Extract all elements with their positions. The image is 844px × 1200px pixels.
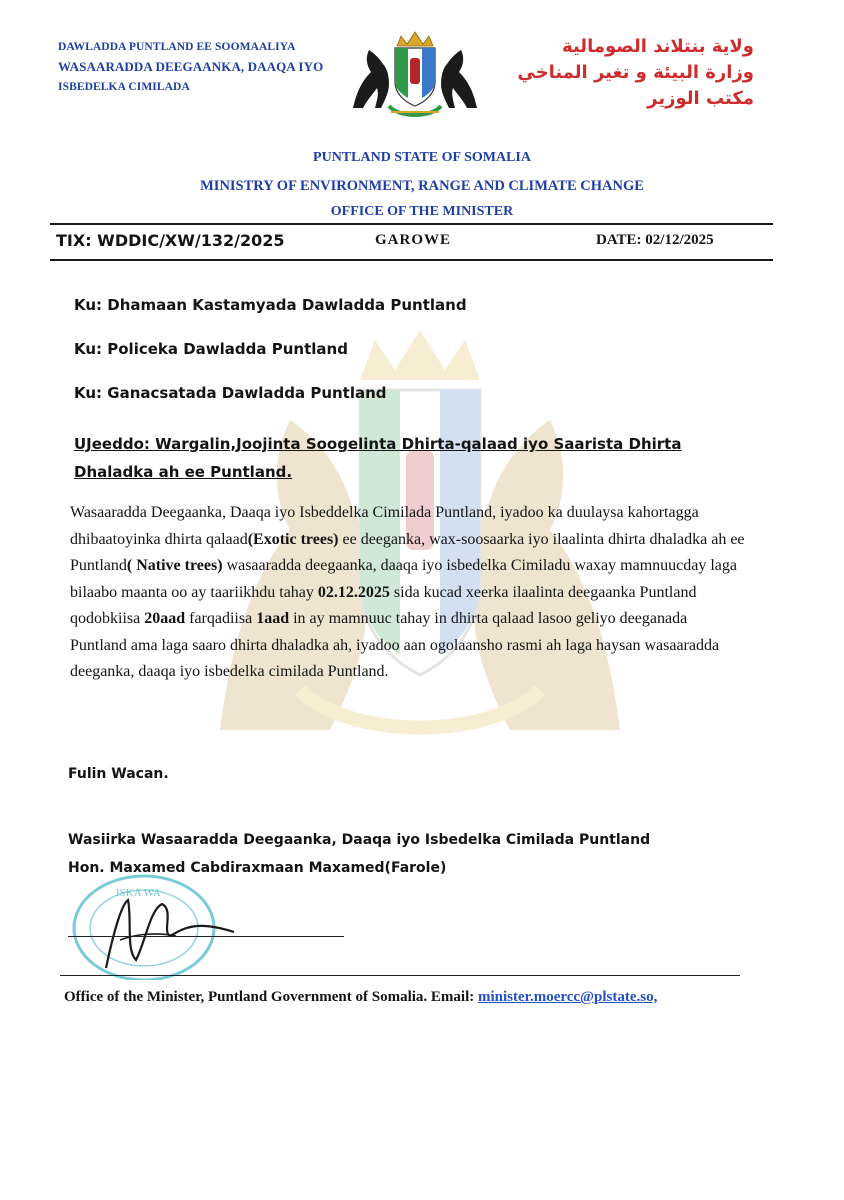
body-text-6: in ay mamnuuc tahay in dhirta qalaad lasoo geliyo deeganada Puntland ama laga saaro dhirta dhaladka ah, iyadoo aan ogolaansho rasmi ah laga haysan wasaaradda deeganka, daaqa iyo isbedelka cimilada Puntland. bbox=[70, 610, 720, 680]
body-text-1: Wasaaradda Deegaanka, Daaqa iyo Isbeddelka Cimilada Puntland, iyadoo ka duulaysa kahortagga dhibaatoyinka dhirta qalaad bbox=[70, 504, 699, 548]
footer-text: Office of the Minister, Puntland Government of Somalia. Email: bbox=[64, 989, 478, 1005]
body-bold-article: 20aad bbox=[144, 610, 186, 627]
body-text-2: ee deeganka, wax-soosaarka iyo ilaalinta dhirta dhaladka ah ee Puntland bbox=[70, 530, 745, 574]
body-text-4: sida kucad xeerka ilaalinta deegaanka Puntland qodobkiisa bbox=[70, 583, 697, 627]
stamp-text: ISKA WA bbox=[116, 887, 161, 899]
footer-email-link[interactable]: minister.moercc@plstate.so, bbox=[478, 989, 658, 1005]
header-left-line-2: WASAARADDA DEEGAANKA, DAAQA IYO bbox=[58, 59, 324, 74]
reference-date: DATE: 02/12/2025 bbox=[596, 232, 714, 248]
official-stamp-and-signature bbox=[66, 870, 236, 980]
header-left-line-3: ISBEDELKA CIMILADA bbox=[58, 81, 190, 93]
signer-title: Wasiirka Wasaaradda Deegaanka, Daaqa iyo Isbedelka Cimilada Puntland bbox=[68, 832, 651, 848]
subject-line: UJeeddo: Wargalin,Joojinta Soogelinta Dhirta-qalaad iyo Saarista Dhirta Dhaladka ah ee Puntland. bbox=[74, 435, 682, 481]
title-ministry: MINISTRY OF ENVIRONMENT, RANGE AND CLIMATE CHANGE bbox=[200, 178, 644, 194]
header-right-line-1: ولاية بنتلاند الصومالية bbox=[562, 36, 754, 57]
addressee-customs: Ku: Dhamaan Kastamyada Dawladda Puntland bbox=[74, 296, 467, 314]
header-right-arabic-block bbox=[517, 34, 754, 112]
body-bold-native: ( Native trees) bbox=[126, 557, 223, 574]
signer-name: Hon. Maxamed Cabdiraxmaan Maxamed(Farole) bbox=[68, 860, 447, 876]
header-right-line-3: مكتب الوزير bbox=[647, 88, 754, 109]
footer-divider bbox=[60, 975, 740, 976]
body-text-5: farqadiisa bbox=[185, 610, 257, 627]
footer-block bbox=[64, 989, 657, 1006]
body-bold-exotic: (Exotic trees) bbox=[247, 530, 339, 548]
body-bold-date: 02.12.2025 bbox=[317, 583, 390, 601]
reference-number: TIX: WDDIC/XW/132/2025 bbox=[56, 231, 285, 250]
header-right-line-2: وزارة البيئة و تغير المناخي bbox=[517, 62, 754, 83]
header-left-line-1: DAWLADDA PUNTLAND EE SOOMAALIYA bbox=[58, 41, 296, 53]
letter-body bbox=[70, 500, 746, 686]
puntland-emblem-logo bbox=[345, 28, 485, 120]
addressee-police: Ku: Policeka Dawladda Puntland bbox=[74, 340, 348, 358]
title-state: PUNTLAND STATE OF SOMALIA bbox=[313, 150, 531, 165]
title-office: OFFICE OF THE MINISTER bbox=[330, 204, 514, 219]
addressee-traders: Ku: Ganacsatada Dawladda Puntland bbox=[74, 384, 387, 402]
body-bold-clause: 1aad bbox=[256, 610, 290, 627]
body-text-3: wasaaradda deegaanka, daaqa iyo isbedelka Cimiladu waxay mamnuucday laga bilaabo maanta oo ay taariikhdu tahay bbox=[70, 557, 737, 601]
reference-city: GAROWE bbox=[375, 232, 452, 248]
header-left-block bbox=[58, 37, 323, 97]
signature-line bbox=[68, 936, 344, 937]
closing-line: Fulin Wacan. bbox=[68, 766, 169, 782]
